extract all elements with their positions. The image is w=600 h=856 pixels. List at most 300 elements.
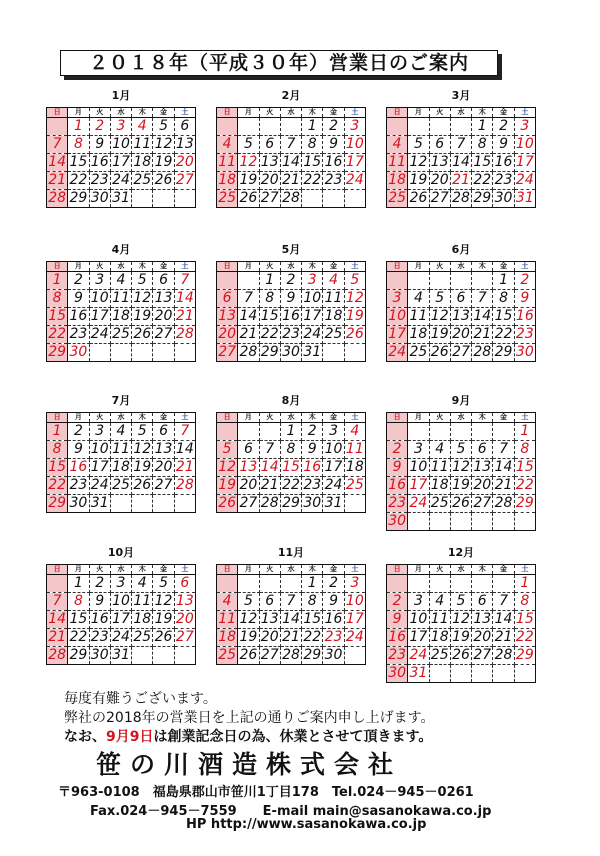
day-cell: 2	[302, 423, 323, 441]
day-cell: 12	[133, 290, 152, 306]
day-cell: 2	[323, 575, 344, 593]
day-cell: 3	[323, 423, 344, 441]
weekday-header: 金	[493, 108, 514, 118]
day-cell: 26	[154, 172, 173, 188]
month-calendar	[216, 89, 366, 208]
day-cell: 17	[303, 308, 322, 324]
weekday-header: 日	[47, 108, 68, 118]
weekday-header: 火	[259, 262, 280, 272]
day-cell: 21	[260, 477, 279, 493]
month-table	[46, 261, 196, 362]
day-cell: 10	[345, 593, 364, 609]
day-cell	[514, 513, 535, 531]
day-cell: 24	[345, 629, 364, 645]
day-cell: 11	[218, 154, 237, 170]
day-cell: 24	[345, 172, 364, 188]
day-cell: 24	[515, 172, 534, 188]
day-cell: 27	[473, 495, 492, 511]
day-cell: 20	[260, 172, 279, 188]
day-cell: 26	[239, 647, 258, 663]
month-label: 1月	[111, 89, 131, 102]
day-cell: 5	[238, 136, 259, 154]
day-cell: 6	[153, 272, 174, 290]
month-calendar	[46, 546, 196, 665]
day-cell: 15	[282, 459, 300, 475]
day-cell: 21	[175, 308, 194, 324]
weekday-header: 金	[323, 565, 344, 575]
day-cell: 16	[388, 629, 407, 645]
day-cell: 15	[515, 611, 534, 627]
day-cell: 15	[69, 154, 88, 170]
day-cell: 22	[282, 477, 300, 493]
day-cell: 1	[47, 272, 68, 290]
weekday-header: 水	[450, 108, 471, 118]
day-cell: 8	[259, 290, 280, 308]
day-cell: 1	[302, 118, 323, 136]
day-cell: 7	[450, 136, 471, 154]
weekday-header: 月	[68, 565, 89, 575]
day-cell: 7	[280, 593, 301, 611]
day-cell: 22	[515, 629, 534, 645]
day-cell	[472, 575, 493, 593]
day-cell: 16	[90, 154, 109, 170]
day-cell: 8	[514, 593, 535, 611]
day-cell: 19	[239, 629, 258, 645]
weekday-header: 日	[387, 108, 408, 118]
day-cell	[238, 272, 259, 290]
weekday-header: 金	[153, 262, 174, 272]
day-cell: 13	[175, 136, 194, 152]
day-cell: 19	[133, 308, 152, 324]
day-cell: 5	[132, 423, 153, 441]
day-cell: 11	[430, 459, 449, 475]
day-cell: 14	[282, 154, 300, 170]
day-cell: 5	[450, 441, 471, 459]
day-cell: 30	[90, 190, 109, 206]
weekday-header: 土	[344, 565, 365, 575]
day-cell: 23	[69, 326, 88, 342]
day-cell: 18	[409, 326, 428, 342]
day-cell: 17	[345, 611, 364, 627]
day-cell: 14	[239, 308, 258, 324]
day-cell: 16	[515, 308, 534, 324]
weekday-header: 月	[68, 108, 89, 118]
day-cell: 25	[388, 190, 407, 206]
day-cell: 9	[387, 611, 408, 629]
day-cell: 15	[303, 154, 322, 170]
day-cell: 2	[68, 423, 89, 441]
day-cell: 20	[175, 154, 194, 170]
day-cell: 10	[90, 441, 109, 457]
weekday-header: 火	[429, 108, 450, 118]
day-cell: 10	[324, 441, 343, 457]
day-cell: 4	[132, 118, 153, 136]
day-cell: 21	[282, 172, 300, 188]
day-cell: 19	[154, 154, 173, 170]
day-cell: 26	[133, 326, 152, 342]
day-cell: 22	[303, 172, 322, 188]
day-cell: 30	[69, 344, 88, 360]
address: 〒963-0108 福島県郡山市笹川1丁目178 Tel.024－945－0261	[58, 785, 474, 800]
day-cell: 21	[48, 629, 67, 645]
day-cell	[302, 190, 323, 208]
day-cell: 3	[408, 441, 429, 459]
month-label: 4月	[111, 243, 131, 256]
holiday-date: 9月9日	[106, 729, 154, 745]
day-cell	[450, 272, 471, 290]
month-table	[216, 107, 366, 208]
day-cell: 27	[239, 495, 258, 511]
day-cell: 4	[132, 575, 153, 593]
day-cell: 2	[89, 575, 110, 593]
day-cell: 27	[473, 647, 492, 663]
day-cell: 6	[217, 290, 238, 308]
weekday-header: 水	[450, 565, 471, 575]
day-cell: 18	[430, 629, 449, 645]
day-cell: 26	[239, 190, 258, 206]
day-cell	[344, 647, 365, 665]
day-cell: 29	[69, 647, 88, 663]
day-cell: 23	[90, 629, 109, 645]
day-cell	[429, 272, 450, 290]
month-table	[46, 412, 196, 513]
day-cell: 28	[473, 344, 492, 360]
day-cell: 8	[514, 441, 535, 459]
weekday-header: 土	[514, 565, 535, 575]
day-cell: 30	[69, 495, 88, 511]
day-cell: 3	[110, 118, 131, 136]
weekday-header: 木	[302, 108, 323, 118]
weekday-header: 日	[387, 565, 408, 575]
day-cell: 29	[48, 495, 67, 511]
weekday-header: 土	[344, 262, 365, 272]
weekday-header: 日	[47, 413, 68, 423]
fax-email: Fax.024－945－7559 E-mail main@sasanokawa.co.jp	[90, 804, 492, 819]
day-cell: 12	[345, 290, 364, 306]
day-cell: 18	[112, 459, 130, 475]
day-cell: 5	[408, 136, 429, 154]
month-calendar	[216, 546, 366, 665]
day-cell: 11	[409, 308, 428, 324]
month-calendar	[46, 243, 196, 362]
day-cell: 17	[388, 326, 407, 342]
day-cell: 9	[493, 136, 514, 154]
month-label: 10月	[107, 546, 135, 559]
weekday-header: 金	[153, 108, 174, 118]
day-cell: 20	[154, 308, 173, 324]
month-label: 3月	[451, 89, 471, 102]
day-cell: 24	[388, 344, 407, 360]
weekday-header: 水	[110, 413, 131, 423]
weekday-header: 月	[238, 108, 259, 118]
day-cell: 31	[303, 344, 322, 360]
day-cell: 11	[133, 136, 152, 152]
day-cell: 12	[430, 308, 449, 324]
month-table	[216, 261, 366, 362]
day-cell: 4	[217, 136, 238, 154]
day-cell: 1	[280, 423, 301, 441]
month-calendar	[216, 243, 366, 362]
homepage-link[interactable]: HP http://www.sasanokawa.co.jp	[186, 817, 427, 832]
day-cell: 15	[494, 308, 513, 324]
day-cell: 21	[239, 326, 258, 342]
day-cell: 31	[324, 495, 343, 511]
day-cell: 3	[514, 118, 535, 136]
weekday-header: 月	[408, 565, 429, 575]
month-calendar	[386, 89, 536, 208]
day-cell: 26	[430, 344, 449, 360]
day-cell: 3	[89, 272, 110, 290]
day-cell: 15	[260, 308, 279, 324]
day-cell: 2	[514, 272, 535, 290]
day-cell: 2	[89, 118, 110, 136]
day-cell: 30	[388, 513, 407, 529]
day-cell: 11	[112, 290, 130, 306]
day-cell: 28	[494, 495, 513, 511]
weekday-header: 火	[259, 108, 280, 118]
day-cell: 20	[154, 459, 173, 475]
company-name: 笹の川酒造株式会社	[96, 750, 403, 779]
day-cell: 16	[90, 611, 109, 627]
day-cell: 29	[303, 647, 322, 663]
day-cell: 4	[217, 593, 238, 611]
day-cell	[132, 495, 153, 513]
weekday-header: 水	[110, 565, 131, 575]
day-cell	[472, 423, 493, 441]
day-cell: 17	[409, 477, 428, 493]
day-cell	[450, 665, 471, 683]
day-cell	[493, 513, 514, 531]
day-cell: 9	[89, 593, 110, 611]
day-cell	[429, 513, 450, 531]
day-cell: 5	[450, 593, 471, 611]
day-cell: 7	[174, 423, 195, 441]
day-cell	[259, 423, 280, 441]
day-cell	[493, 423, 514, 441]
weekday-header: 月	[68, 262, 89, 272]
day-cell: 23	[69, 477, 88, 493]
weekday-header: 月	[408, 262, 429, 272]
day-cell	[429, 665, 450, 683]
greeting: 毎度有難うございます。	[64, 691, 217, 707]
month-table	[216, 412, 366, 513]
day-cell: 20	[473, 477, 492, 493]
day-cell: 7	[259, 441, 280, 459]
weekday-header: 水	[280, 108, 301, 118]
day-cell: 19	[133, 459, 152, 475]
day-cell: 18	[133, 611, 152, 627]
weekday-header: 土	[174, 413, 195, 423]
weekday-header: 日	[387, 262, 408, 272]
day-cell	[238, 423, 259, 441]
day-cell: 26	[409, 190, 428, 206]
day-cell: 3	[110, 575, 131, 593]
day-cell: 25	[112, 326, 130, 342]
day-cell: 17	[409, 629, 428, 645]
day-cell: 20	[430, 172, 449, 188]
day-cell: 5	[132, 272, 153, 290]
day-cell	[174, 495, 195, 513]
weekday-header: 金	[493, 565, 514, 575]
day-cell	[217, 575, 238, 593]
weekday-header: 土	[344, 413, 365, 423]
day-cell: 4	[323, 272, 344, 290]
day-cell: 1	[514, 423, 535, 441]
day-cell: 5	[153, 118, 174, 136]
weekday-header: 日	[217, 413, 238, 423]
day-cell: 25	[409, 344, 428, 360]
day-cell: 30	[324, 647, 343, 663]
day-cell	[174, 647, 195, 665]
day-cell	[408, 118, 429, 136]
day-cell: 5	[344, 272, 365, 290]
page-title: ２０１８年（平成３０年）営業日のご案内	[60, 50, 498, 76]
day-cell: 31	[90, 495, 109, 511]
month-calendar	[46, 89, 196, 208]
day-cell: 19	[239, 172, 258, 188]
day-cell: 29	[515, 647, 534, 663]
day-cell: 22	[260, 326, 279, 342]
day-cell: 16	[388, 477, 407, 493]
day-cell: 12	[239, 154, 258, 170]
day-cell: 18	[388, 172, 407, 188]
day-cell: 14	[494, 611, 513, 627]
day-cell: 12	[154, 593, 173, 609]
day-cell: 7	[493, 593, 514, 611]
day-cell	[472, 272, 493, 290]
month-label: 2月	[281, 89, 301, 102]
day-cell	[450, 575, 471, 593]
day-cell: 20	[260, 629, 279, 645]
weekday-header: 土	[174, 108, 195, 118]
day-cell: 25	[218, 647, 237, 663]
day-cell: 14	[48, 611, 67, 627]
weekday-header: 月	[408, 413, 429, 423]
day-cell: 29	[473, 190, 492, 206]
day-cell: 3	[344, 575, 365, 593]
day-cell: 25	[345, 477, 364, 493]
day-cell: 23	[303, 477, 322, 493]
weekday-header: 水	[450, 262, 471, 272]
day-cell: 15	[515, 459, 534, 475]
day-cell	[174, 190, 195, 208]
day-cell: 6	[429, 136, 450, 154]
day-cell: 1	[302, 575, 323, 593]
weekday-header: 土	[174, 262, 195, 272]
day-cell: 22	[515, 477, 534, 493]
day-cell: 18	[218, 629, 237, 645]
weekday-header: 月	[68, 413, 89, 423]
day-cell	[408, 272, 429, 290]
weekday-header: 土	[514, 108, 535, 118]
day-cell: 12	[409, 154, 428, 170]
day-cell: 27	[260, 190, 279, 206]
day-cell: 8	[68, 136, 89, 154]
day-cell: 29	[515, 495, 534, 511]
day-cell: 4	[387, 136, 408, 154]
day-cell: 14	[175, 441, 194, 457]
day-cell: 14	[494, 459, 513, 475]
holiday-notice	[64, 726, 432, 746]
day-cell: 1	[68, 118, 89, 136]
day-cell: 18	[112, 308, 130, 324]
day-cell: 8	[47, 441, 68, 459]
day-cell	[472, 665, 493, 683]
day-cell: 9	[68, 441, 89, 459]
weekday-header: 火	[89, 108, 110, 118]
day-cell: 15	[473, 154, 492, 170]
month-table	[46, 564, 196, 665]
day-cell: 20	[473, 629, 492, 645]
day-cell: 13	[430, 154, 449, 170]
day-cell	[387, 575, 408, 593]
day-cell	[493, 665, 514, 683]
day-cell: 14	[48, 154, 67, 170]
weekday-header: 火	[429, 413, 450, 423]
day-cell: 1	[68, 575, 89, 593]
day-cell: 11	[218, 611, 237, 627]
day-cell: 30	[90, 647, 109, 663]
day-cell: 3	[302, 272, 323, 290]
day-cell: 2	[280, 272, 301, 290]
day-cell	[408, 423, 429, 441]
day-cell: 18	[218, 172, 237, 188]
weekday-header: 月	[238, 262, 259, 272]
weekday-header: 水	[110, 262, 131, 272]
day-cell: 11	[345, 441, 364, 457]
day-cell: 13	[473, 611, 492, 627]
day-cell: 25	[430, 495, 449, 511]
day-cell: 1	[47, 423, 68, 441]
day-cell: 13	[452, 308, 470, 324]
day-cell: 7	[47, 593, 68, 611]
month-table	[386, 412, 536, 531]
day-cell: 25	[324, 326, 343, 342]
day-cell: 27	[452, 344, 470, 360]
day-cell	[514, 665, 535, 683]
day-cell: 17	[112, 611, 130, 627]
day-cell: 13	[473, 459, 492, 475]
weekday-header: 水	[280, 262, 301, 272]
day-cell: 17	[90, 459, 109, 475]
day-cell: 24	[324, 477, 343, 493]
day-cell: 13	[239, 459, 258, 475]
day-cell	[280, 575, 301, 593]
weekday-header: 木	[132, 565, 153, 575]
day-cell: 6	[450, 290, 471, 308]
weekday-header: 金	[323, 262, 344, 272]
day-cell: 3	[344, 118, 365, 136]
day-cell: 23	[324, 172, 343, 188]
day-cell: 28	[48, 190, 67, 206]
day-cell	[47, 118, 68, 136]
day-cell: 26	[345, 326, 364, 342]
day-cell: 9	[302, 441, 323, 459]
day-cell: 11	[324, 290, 343, 306]
day-cell: 10	[303, 290, 322, 306]
day-cell: 15	[48, 308, 67, 324]
day-cell: 12	[452, 459, 470, 475]
day-cell	[110, 344, 131, 362]
day-cell: 28	[452, 190, 470, 206]
day-cell: 16	[303, 459, 322, 475]
day-cell: 7	[174, 272, 195, 290]
weekday-header: 月	[238, 413, 259, 423]
day-cell: 4	[429, 593, 450, 611]
weekday-header: 金	[493, 413, 514, 423]
day-cell: 25	[430, 647, 449, 663]
day-cell	[408, 513, 429, 531]
